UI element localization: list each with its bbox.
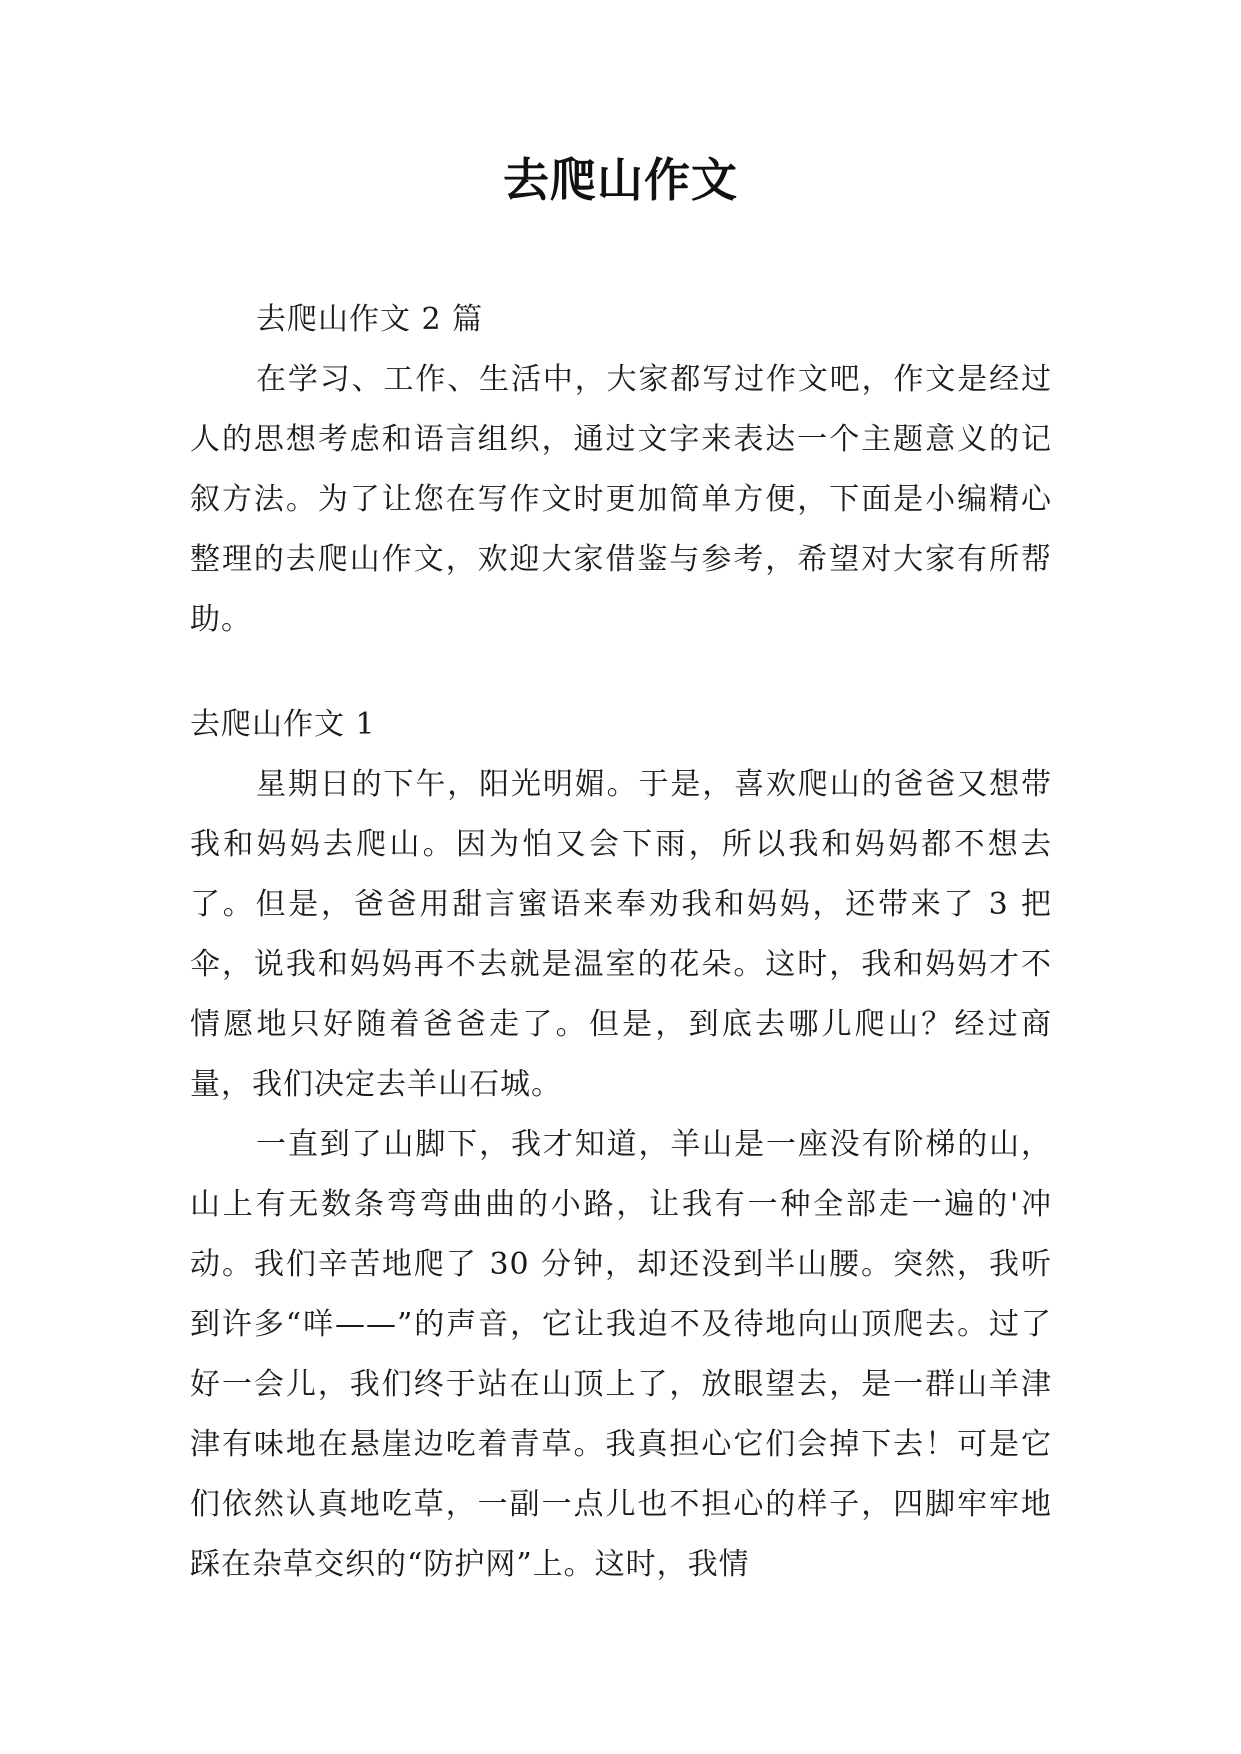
document-subtitle: 去爬山作文 2 篇	[256, 302, 484, 337]
intro-paragraph	[190, 350, 1052, 650]
essay-paragraph-1: 星期日的下午，阳光明媚。于是，喜欢爬山的爸爸又想带我和妈妈去爬山。因为怕又会下雨，所以我和妈妈都不想去了。但是，爸爸用甜言蜜语来奉劝我和妈妈，还带来了 3 把伞，说我和妈妈再不去就是温室的花朵。这时，我和妈妈才不情愿地只好随着爸爸走了。但是，到底去哪儿爬山？经过商量，我们决定去羊山石城。	[190, 767, 1052, 1102]
page-title: 去爬山作文	[503, 153, 738, 207]
essay-paragraph-2: 一直到了山脚下，我才知道，羊山是一座没有阶梯的山，山上有无数条弯弯曲曲的小路，让我有一种全部走一遍的'冲动。我们辛苦地爬了 30 分钟，却还没到半山腰。突然，我听到许多“咩——”的声音，它让我迫不及待地向山顶爬去。过了好一会儿，我们终于站在山顶上了，放眼望去，是一群山羊津津有味地在悬崖边吃着青草。我真担心它们会掉下去！可是它们依然认真地吃草，一副一点儿也不担心的样子，四脚牢牢地踩在杂草交织的“防护网”上。这时，我情	[190, 1127, 1052, 1582]
essay-body	[190, 755, 1052, 1595]
essay-heading: 去爬山作文 1	[190, 707, 376, 742]
intro-text: 在学习、工作、生活中，大家都写过作文吧，作文是经过人的思想考虑和语言组织，通过文字来表达一个主题意义的记叙方法。为了让您在写作文时更加简单方便，下面是小编精心整理的去爬山作文，欢迎大家借鉴与参考，希望对大家有所帮助。	[190, 362, 1052, 637]
